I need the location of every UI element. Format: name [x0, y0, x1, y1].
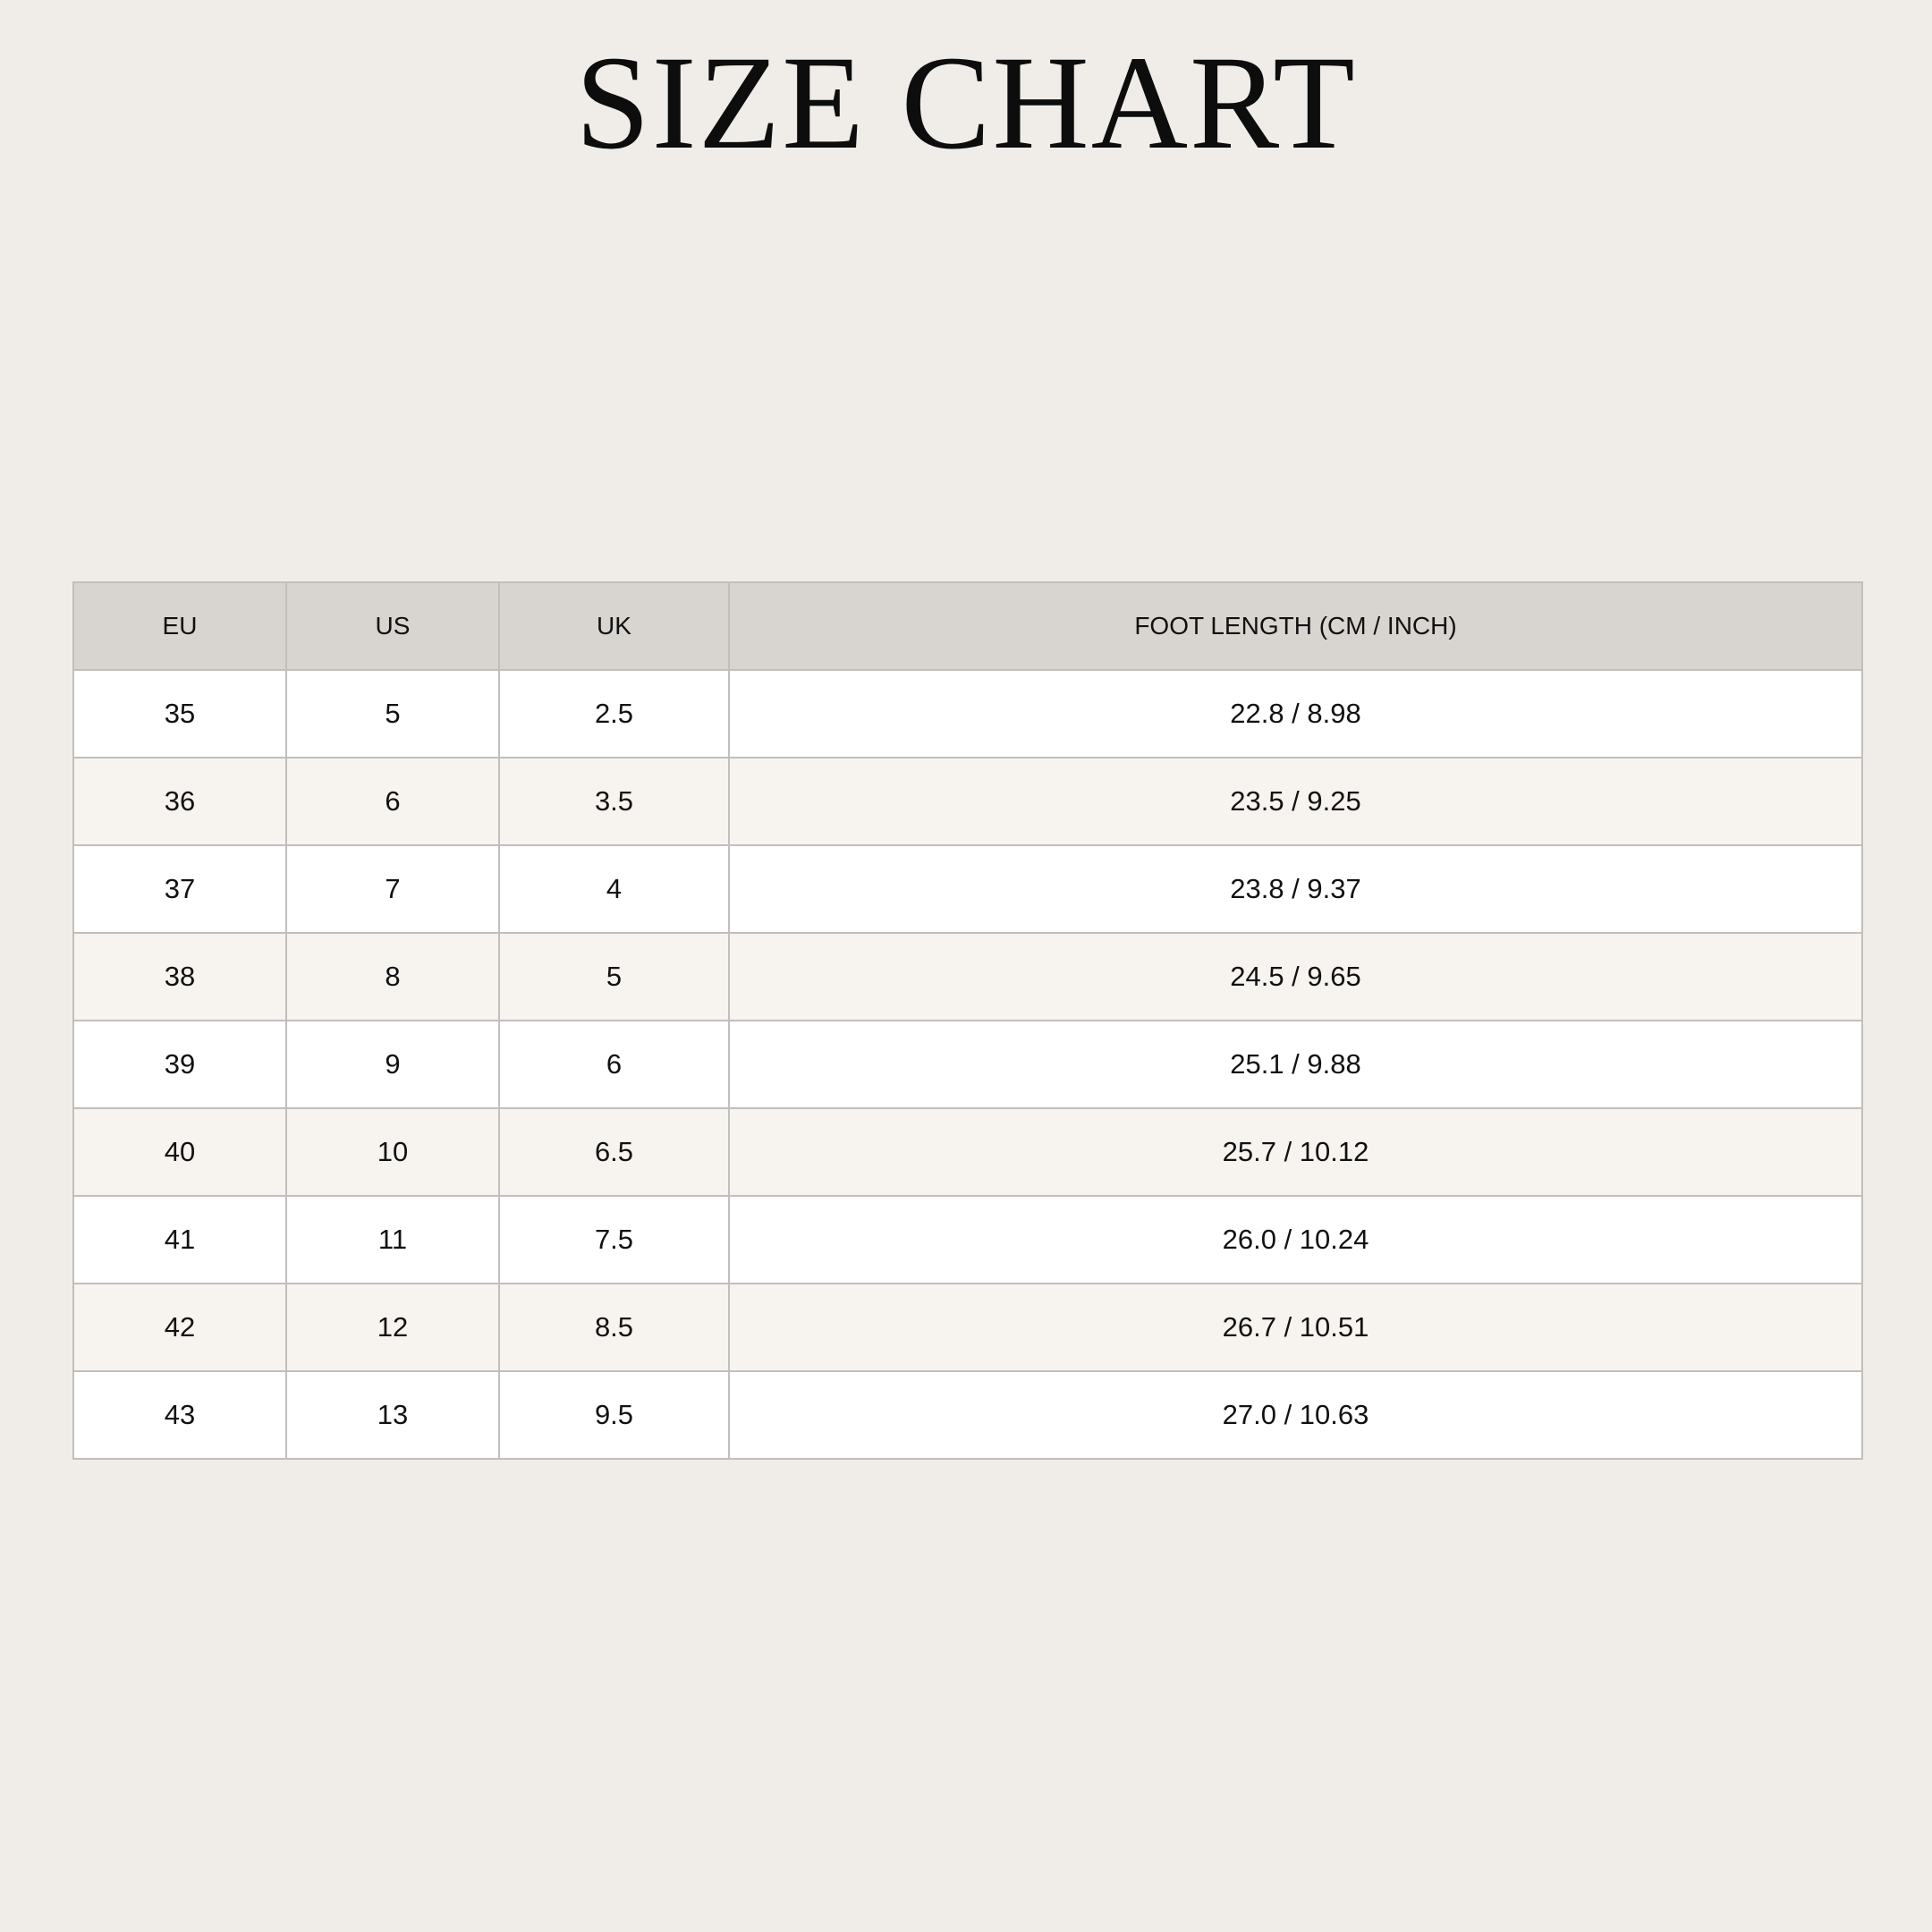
table-header [73, 582, 1862, 670]
table-row [73, 845, 1862, 933]
table-row [73, 1371, 1862, 1459]
cell-foot-length: 25.1 / 9.88 [729, 1021, 1862, 1108]
cell-foot-length: 23.5 / 9.25 [729, 758, 1862, 845]
cell-uk: 3.5 [499, 758, 729, 845]
header-row [73, 582, 1862, 670]
cell-foot-length: 26.0 / 10.24 [729, 1196, 1862, 1284]
cell-eu: 38 [73, 933, 286, 1021]
cell-us: 6 [286, 758, 499, 845]
cell-eu: 41 [73, 1196, 286, 1284]
cell-eu: 40 [73, 1108, 286, 1196]
cell-us: 13 [286, 1371, 499, 1459]
header-foot-length: FOOT LENGTH (CM / INCH) [729, 582, 1862, 670]
cell-us: 7 [286, 845, 499, 933]
cell-eu: 36 [73, 758, 286, 845]
cell-foot-length: 22.8 / 8.98 [729, 670, 1862, 758]
table-row [73, 933, 1862, 1021]
cell-us: 11 [286, 1196, 499, 1284]
cell-uk: 8.5 [499, 1284, 729, 1371]
page-title: SIZE CHART [575, 29, 1357, 177]
header-eu: EU [73, 582, 286, 670]
cell-us: 12 [286, 1284, 499, 1371]
cell-us: 9 [286, 1021, 499, 1108]
table-row [73, 1196, 1862, 1284]
cell-uk: 5 [499, 933, 729, 1021]
cell-foot-length: 25.7 / 10.12 [729, 1108, 1862, 1196]
cell-foot-length: 27.0 / 10.63 [729, 1371, 1862, 1459]
header-us: US [286, 582, 499, 670]
cell-uk: 6 [499, 1021, 729, 1108]
cell-foot-length: 24.5 / 9.65 [729, 933, 1862, 1021]
cell-eu: 35 [73, 670, 286, 758]
header-uk: UK [499, 582, 729, 670]
cell-uk: 7.5 [499, 1196, 729, 1284]
cell-uk: 9.5 [499, 1371, 729, 1459]
cell-uk: 2.5 [499, 670, 729, 758]
table-row [73, 670, 1862, 758]
cell-us: 5 [286, 670, 499, 758]
cell-eu: 37 [73, 845, 286, 933]
cell-foot-length: 23.8 / 9.37 [729, 845, 1862, 933]
cell-eu: 43 [73, 1371, 286, 1459]
cell-uk: 6.5 [499, 1108, 729, 1196]
size-chart-table [72, 581, 1863, 1460]
cell-eu: 39 [73, 1021, 286, 1108]
table-row [73, 1284, 1862, 1371]
cell-foot-length: 26.7 / 10.51 [729, 1284, 1862, 1371]
cell-us: 8 [286, 933, 499, 1021]
table-row [73, 1108, 1862, 1196]
cell-uk: 4 [499, 845, 729, 933]
table-row [73, 1021, 1862, 1108]
table-body [73, 670, 1862, 1459]
table-row [73, 758, 1862, 845]
cell-eu: 42 [73, 1284, 286, 1371]
cell-us: 10 [286, 1108, 499, 1196]
